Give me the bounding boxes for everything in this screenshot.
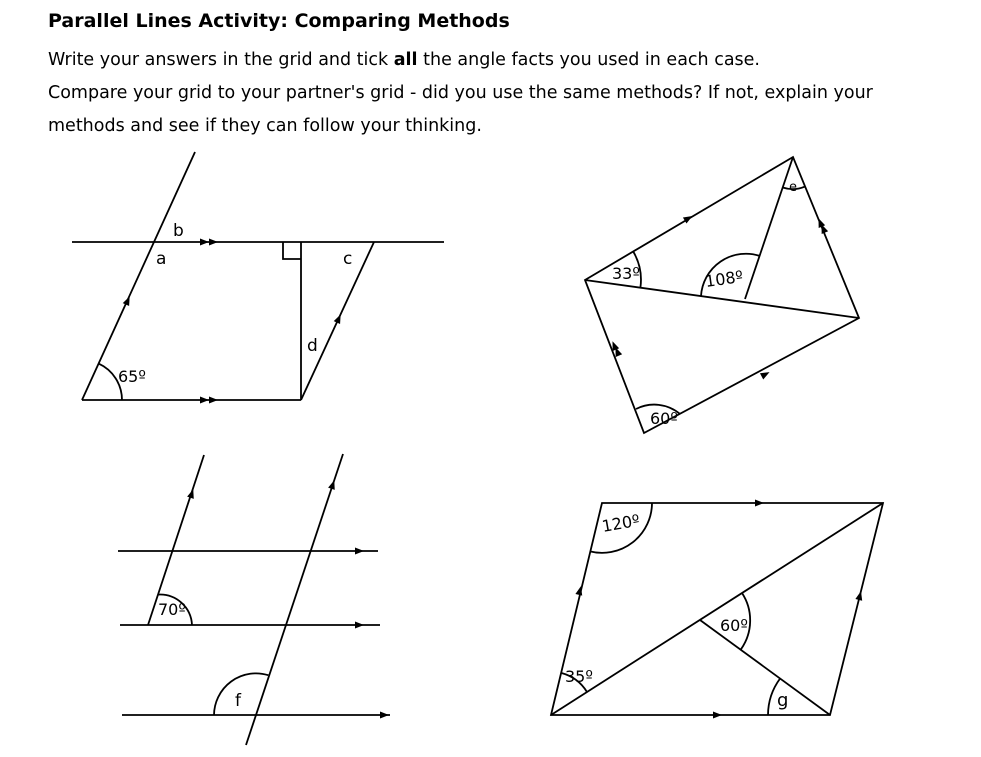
inner-segment xyxy=(745,157,793,299)
parallel-arrows xyxy=(187,479,389,718)
parallel-arrows xyxy=(609,213,828,379)
right-angle-mark xyxy=(283,242,301,259)
angle-label-120: 120º xyxy=(600,510,642,536)
angle-label-35: 35º xyxy=(565,667,593,686)
label-a: a xyxy=(156,249,167,269)
angle-label-108: 108º xyxy=(703,266,745,291)
instruction-line-2: Compare your grid to your partner's grid - did you use the same methods? If not, explain your xyxy=(48,83,873,103)
angle-arc-f xyxy=(214,673,268,715)
diagram-1 xyxy=(72,152,444,404)
label-c: c xyxy=(343,249,353,269)
parallelogram xyxy=(585,157,859,433)
angle-label-60-d4: 60º xyxy=(720,616,748,635)
label-f: f xyxy=(235,691,241,711)
label-b: b xyxy=(173,221,184,241)
diagram-2 xyxy=(585,157,859,433)
angle-label-70: 70º xyxy=(158,600,186,619)
instruction-line-3: methods and see if they can follow your thinking. xyxy=(48,116,482,136)
diagonal xyxy=(551,503,883,715)
label-g: g xyxy=(777,690,789,711)
page-title: Parallel Lines Activity: Comparing Methods xyxy=(48,10,510,32)
angle-label-33: 33º xyxy=(612,264,640,283)
transversal-right xyxy=(246,454,343,745)
angle-label-65: 65º xyxy=(118,367,146,386)
diagram-4 xyxy=(551,500,883,719)
label-d: d xyxy=(307,336,318,356)
transversal-left xyxy=(82,152,195,400)
label-e: e xyxy=(789,180,797,195)
instruction-text: Write your answers in the grid and tick xyxy=(48,50,394,70)
instruction-emphasis: all xyxy=(393,50,418,70)
angle-label-60-d2: 60º xyxy=(650,409,678,428)
instruction-text: the angle facts you used in each case. xyxy=(417,50,760,70)
